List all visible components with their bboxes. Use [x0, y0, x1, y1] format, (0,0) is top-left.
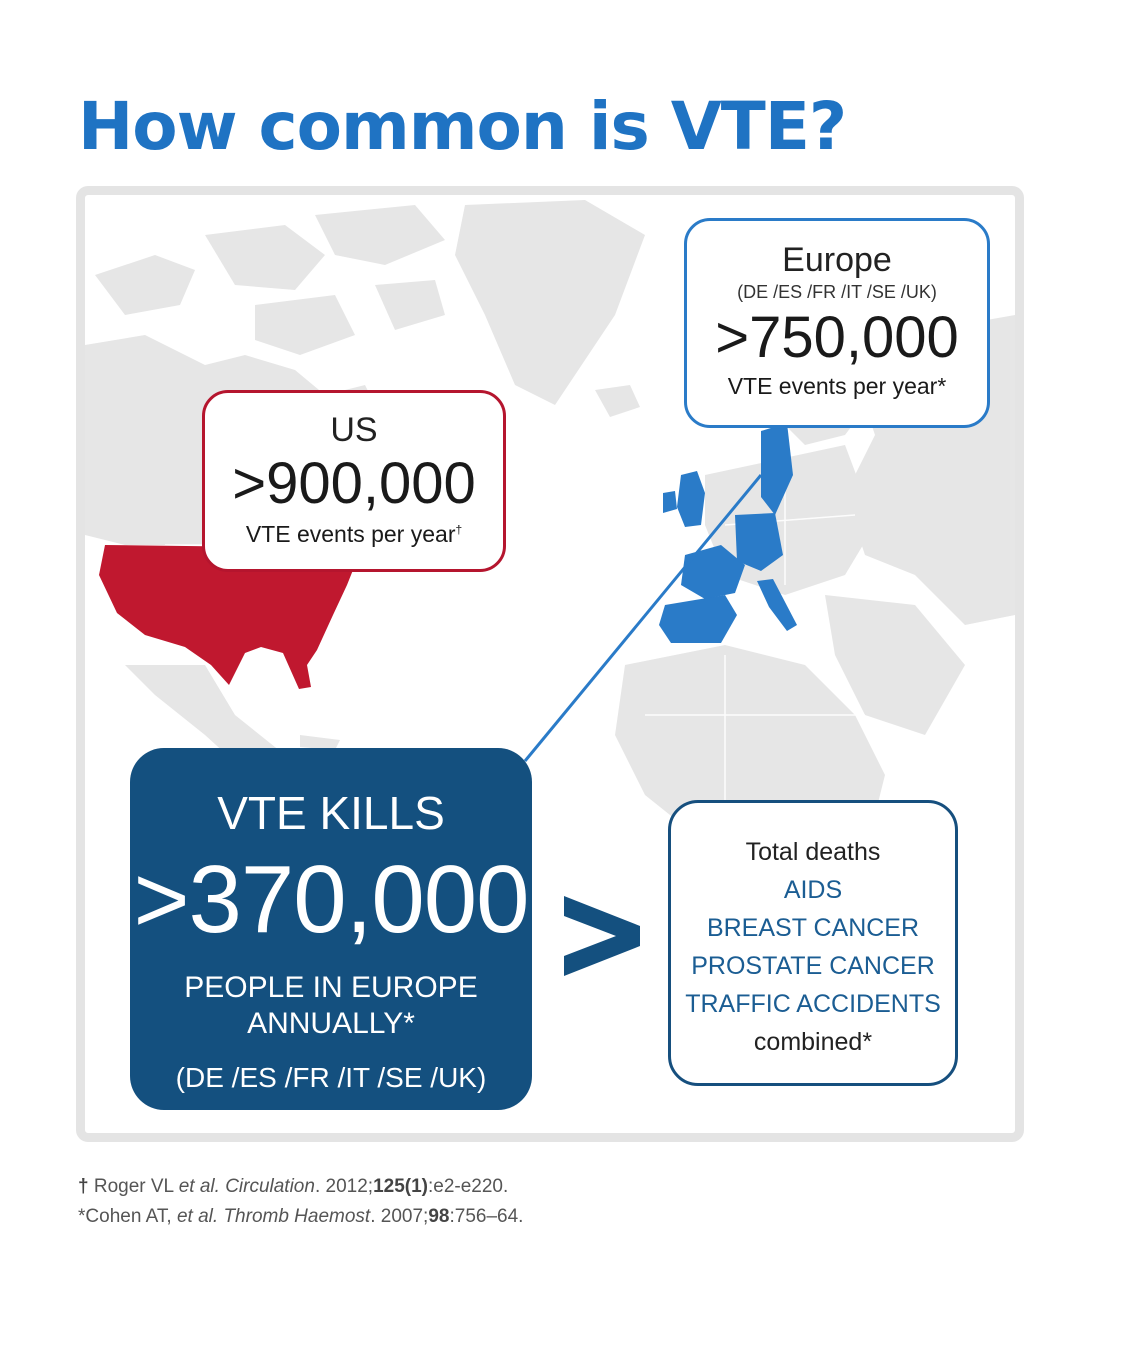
europe-footnote-marker: * [937, 373, 947, 399]
kills-subtitle-line2: ANNUALLY* [247, 1007, 415, 1040]
europe-events-label: VTE events per year* [727, 373, 947, 399]
total-deaths-card [668, 800, 958, 1086]
deaths-footer: combined* [753, 1028, 873, 1056]
us-vte-count: >900,000 [232, 451, 476, 516]
deaths-cause-prostate-cancer: PROSTATE CANCER [691, 952, 935, 980]
page-title: How common is VTE? [78, 88, 847, 165]
deaths-cause-breast-cancer: BREAST CANCER [706, 914, 920, 942]
us-stat-card [202, 390, 506, 572]
reference-2: *Cohen AT, et al. Thromb Haemost. 2007;98:756–64. [78, 1206, 524, 1227]
us-region-label: US [330, 411, 378, 449]
europe-vte-count: >750,000 [715, 305, 959, 370]
kills-title: VTE KILLS [217, 787, 445, 839]
deaths-cause-traffic-accidents: TRAFFIC ACCIDENTS [685, 990, 941, 1018]
kills-count: >370,000 [133, 846, 529, 953]
kills-countries-label: (DE /ES /FR /IT /SE /UK) [175, 1062, 487, 1093]
europe-countries-label: (DE /ES /FR /IT /SE /UK) [737, 282, 937, 302]
references [78, 1172, 523, 1232]
europe-region-label: Europe [782, 241, 892, 279]
europe-stat-card [684, 218, 990, 428]
us-footnote-marker: † [455, 522, 463, 537]
greater-than-symbol [560, 890, 644, 982]
us-events-label: VTE events per year† [245, 521, 463, 547]
vte-kills-card [130, 748, 532, 1110]
kills-subtitle [130, 970, 532, 1042]
reference-1: † Roger VL et al. Circulation. 2012;125(1):e2-e220. [78, 1176, 509, 1197]
reference-1-marker: † [78, 1176, 89, 1197]
reference-2-marker: * [78, 1206, 86, 1227]
kills-subtitle-line1: PEOPLE IN EUROPE [184, 971, 478, 1004]
deaths-cause-aids: AIDS [783, 876, 843, 904]
deaths-heading: Total deaths [745, 838, 881, 866]
